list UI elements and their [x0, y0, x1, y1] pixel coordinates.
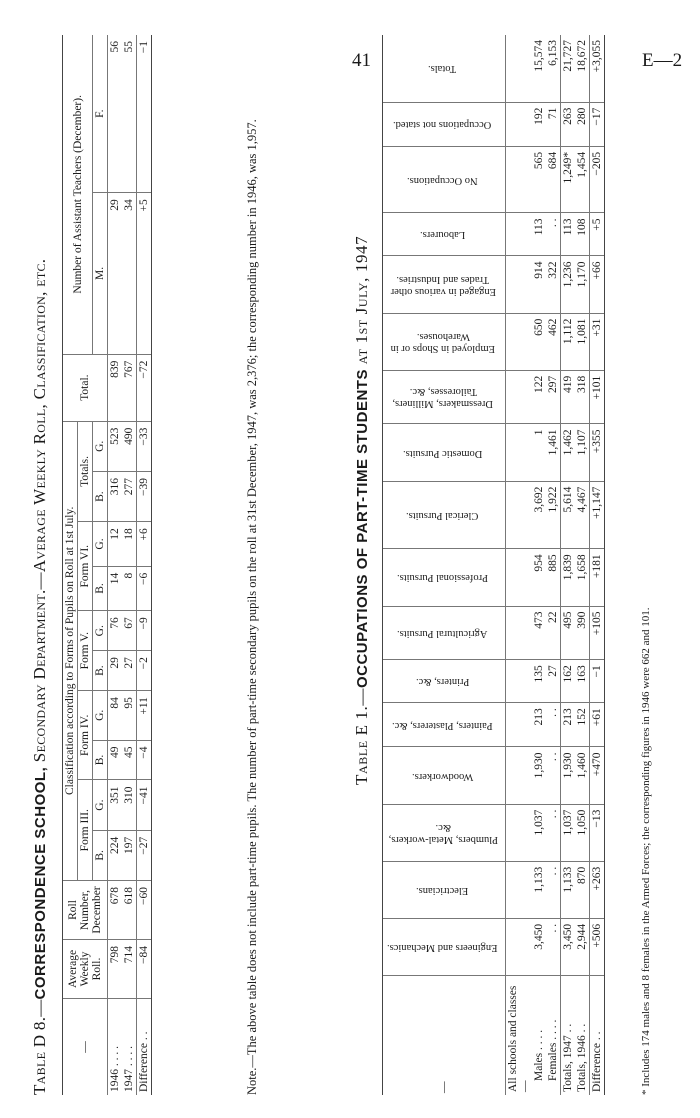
cell: 1,133 — [532, 861, 546, 918]
col-form-v: Form V. — [78, 611, 93, 691]
cell: 113 — [532, 213, 546, 256]
cell — [506, 747, 533, 804]
table-row — [108, 35, 123, 1095]
cell: +31 — [590, 313, 605, 370]
cell: 192 — [532, 102, 546, 146]
col-g: G. — [93, 522, 108, 567]
cell: . . — [546, 703, 561, 747]
cell: 523 — [108, 421, 123, 471]
cell: 3,450 — [561, 918, 576, 975]
cell: 1,930 — [532, 747, 546, 804]
cell: 1,930 — [561, 747, 576, 804]
rotated-landscape-content — [30, 35, 670, 1095]
cell: 322 — [546, 256, 561, 313]
table-e1-subtitle: at 1st July, 1947 — [352, 235, 371, 365]
cell: 1,133 — [561, 861, 576, 918]
row-label: Females . . . . — [547, 1019, 559, 1081]
col-header-text: Agricultural Pursuits. — [397, 627, 488, 639]
cell: 213 — [561, 703, 576, 747]
col-header — [383, 861, 506, 918]
cell: 1,922 — [546, 481, 561, 549]
col-form-iii: Form III. — [78, 780, 93, 881]
cell: 18 — [122, 522, 137, 567]
cell: 870 — [575, 861, 590, 918]
cell: +61 — [590, 703, 605, 747]
cell: +1,147 — [590, 481, 605, 549]
cell: 885 — [546, 549, 561, 606]
col-header — [383, 549, 506, 606]
cell: −13 — [590, 804, 605, 861]
cell — [506, 549, 533, 606]
col-b: B. — [93, 471, 108, 521]
cell: 76 — [108, 611, 123, 651]
cell: 1,839 — [561, 549, 576, 606]
cell — [506, 424, 533, 481]
cell: 714 — [122, 940, 137, 999]
cell: +355 — [590, 424, 605, 481]
col-g: G. — [93, 691, 108, 740]
cell: −84 — [137, 940, 152, 999]
col-header-text: Engaged in various other Trades and Industries. — [389, 273, 496, 297]
cell — [506, 146, 533, 213]
col-header-text: Dressmakers, Milliners, Tailoresses, &c. — [392, 386, 493, 410]
cell: 462 — [546, 313, 561, 370]
cell: 390 — [575, 606, 590, 660]
cell — [506, 256, 533, 313]
cell: +263 — [590, 861, 605, 918]
cell — [506, 606, 533, 660]
col-header-text: Professional Pursuits. — [396, 572, 488, 584]
cell: +470 — [590, 747, 605, 804]
table-d8-note: Note.—The above table does not include part-time pupils. The number of part-time secondary pupils on the roll at 31st December, 1947, was 2,376; the corresponding number in 1946, was 1,957. — [245, 119, 259, 1095]
table-row — [590, 35, 605, 1095]
cell — [506, 313, 533, 370]
cell: 1,236 — [561, 256, 576, 313]
cell: 4,467 — [575, 481, 590, 549]
cell: −9 — [137, 611, 152, 651]
cell: 310 — [122, 780, 137, 830]
cell: . . — [546, 804, 561, 861]
cell: 6,153 — [546, 35, 561, 102]
cell: −41 — [137, 780, 152, 830]
col-header-text: Employed in Shops or in Warehouses. — [390, 330, 495, 354]
cell: 1,462 — [561, 424, 576, 481]
table-e1-prefix: Table E 1.— — [352, 688, 371, 785]
cell: 1,037 — [532, 804, 546, 861]
cell: −72 — [137, 354, 152, 421]
cell: 280 — [575, 102, 590, 146]
col-header-text: Labourers. — [419, 229, 466, 241]
table-e1-bold-title: OCCUPATIONS OF PART-TIME STUDENTS — [354, 369, 371, 689]
cell: 1,170 — [575, 256, 590, 313]
cell: 767 — [122, 354, 137, 421]
cell: 839 — [108, 354, 123, 421]
cell: 71 — [546, 102, 561, 146]
cell — [506, 918, 533, 975]
cell: 162 — [561, 660, 576, 703]
cell: 1,081 — [575, 313, 590, 370]
col-b: B. — [93, 651, 108, 691]
cell: 1 — [532, 424, 546, 481]
cell: 419 — [561, 370, 576, 424]
col-header — [383, 703, 506, 747]
cell: 490 — [122, 421, 137, 471]
cell: 67 — [122, 611, 137, 651]
cell: 152 — [575, 703, 590, 747]
cell: +506 — [590, 918, 605, 975]
cell: 1,460 — [575, 747, 590, 804]
col-header — [383, 370, 506, 424]
cell: 29 — [108, 651, 123, 691]
col-header — [383, 606, 506, 660]
col-form-vi: Form VI. — [78, 522, 93, 611]
cell: −205 — [590, 146, 605, 213]
cell: 318 — [575, 370, 590, 424]
col-g: G. — [93, 780, 108, 830]
col-blank: — — [383, 976, 506, 1096]
cell: 21,727 — [561, 35, 576, 102]
cell: 1,050 — [575, 804, 590, 861]
cell: −6 — [137, 566, 152, 611]
cell: 277 — [122, 471, 137, 521]
cell — [506, 861, 533, 918]
row-label: Males . . . . — [533, 1029, 545, 1081]
table-d8-bold-title: CORRESPONDENCE SCHOOL, — [32, 766, 49, 1000]
row-label: Totals, 1946 . . — [576, 1023, 588, 1092]
cell: 1,461 — [546, 424, 561, 481]
col-header — [383, 146, 506, 213]
table-row — [506, 35, 533, 1095]
cell: 618 — [122, 881, 137, 940]
cell: 197 — [122, 830, 137, 880]
table-e1-footnote: * Includes 174 males and 8 females in the Armed Forces; the corresponding figures in 1946 were 662 and 101. — [640, 607, 652, 1095]
cell: 29 — [108, 193, 123, 354]
col-header — [383, 213, 506, 256]
cell: −39 — [137, 471, 152, 521]
cell: 122 — [532, 370, 546, 424]
cell: 27 — [122, 651, 137, 691]
cell: 351 — [108, 780, 123, 830]
cell — [506, 213, 533, 256]
col-header-text: Engineers and Mechanics. — [387, 941, 498, 953]
cell: 49 — [108, 740, 123, 780]
cell: 1,037 — [561, 804, 576, 861]
cell: 108 — [575, 213, 590, 256]
col-header — [383, 35, 506, 102]
cell — [506, 804, 533, 861]
col-header-text: No Occupations. — [407, 174, 478, 186]
cell: 1,658 — [575, 549, 590, 606]
col-header-text: Printers, &c. — [415, 676, 470, 688]
cell: 15,574 — [532, 35, 546, 102]
cell: 3,692 — [532, 481, 546, 549]
col-assistant-teachers: Number of Assistant Teachers (December). — [63, 35, 93, 354]
cell: 954 — [532, 549, 546, 606]
table-row — [561, 35, 576, 1095]
cell — [506, 102, 533, 146]
cell: 84 — [108, 691, 123, 740]
cell: 297 — [546, 370, 561, 424]
cell: 45 — [122, 740, 137, 780]
cell: 56 — [108, 35, 123, 193]
table-d8-subtitle: Secondary Department.—Average Weekly Roll, Classification, etc. — [30, 258, 49, 763]
cell: +101 — [590, 370, 605, 424]
table-row — [122, 35, 137, 1095]
col-m: M. — [93, 193, 108, 354]
table-d8-title — [30, 259, 50, 1095]
cell: −17 — [590, 102, 605, 146]
col-header-text: Clerical Pursuits. — [406, 509, 479, 521]
cell: 213 — [532, 703, 546, 747]
cell: −27 — [137, 830, 152, 880]
row-label: All schools and classes— — [507, 985, 531, 1092]
cell: −1 — [137, 35, 152, 193]
col-totals: Totals. — [78, 421, 93, 522]
col-header-text: Electricians. — [416, 884, 469, 896]
cell: +181 — [590, 549, 605, 606]
cell: 135 — [532, 660, 546, 703]
cell: 1,112 — [561, 313, 576, 370]
cell: −33 — [137, 421, 152, 471]
cell: 473 — [532, 606, 546, 660]
cell: 495 — [561, 606, 576, 660]
cell: +11 — [137, 691, 152, 740]
col-g: G. — [93, 421, 108, 471]
cell: 55 — [122, 35, 137, 193]
cell: −2 — [137, 651, 152, 691]
col-header — [383, 804, 506, 861]
cell: 263 — [561, 102, 576, 146]
col-header-text: Domestic Pursuits. — [402, 447, 483, 459]
col-header-text: Woodworkers. — [411, 770, 474, 782]
cell: 678 — [108, 881, 123, 940]
cell: . . — [546, 213, 561, 256]
cell: +5 — [137, 193, 152, 354]
col-total: Total. — [63, 354, 108, 421]
cell: 95 — [122, 691, 137, 740]
col-header — [383, 313, 506, 370]
col-b: B. — [93, 830, 108, 880]
col-header-text: Totals. — [428, 63, 457, 75]
col-form-iv: Form IV. — [78, 691, 93, 780]
cell: +105 — [590, 606, 605, 660]
cell: −1 — [590, 660, 605, 703]
cell: 12 — [108, 522, 123, 567]
col-header-text: Plumbers, Metal-workers, &c. — [387, 821, 498, 845]
col-blank: — — [63, 999, 108, 1096]
cell: 34 — [122, 193, 137, 354]
col-header — [383, 424, 506, 481]
cell: 27 — [546, 660, 561, 703]
col-header — [383, 660, 506, 703]
cell — [506, 35, 533, 102]
cell: +66 — [590, 256, 605, 313]
col-header — [383, 918, 506, 975]
cell: 1,107 — [575, 424, 590, 481]
cell: 1,249* — [561, 146, 576, 213]
cell: 5,614 — [561, 481, 576, 549]
cell — [506, 481, 533, 549]
col-g: G. — [93, 611, 108, 651]
col-b: B. — [93, 566, 108, 611]
cell: 113 — [561, 213, 576, 256]
cell: 163 — [575, 660, 590, 703]
cell: 565 — [532, 146, 546, 213]
row-label: Totals, 1947 . . — [561, 976, 576, 1096]
cell: 8 — [122, 566, 137, 611]
table-row-difference — [137, 35, 152, 1095]
cell — [506, 370, 533, 424]
row-label: Difference . . — [590, 976, 605, 1096]
cell — [506, 703, 533, 747]
table-e1-title — [352, 236, 372, 785]
cell: . . — [546, 747, 561, 804]
cell: −4 — [137, 740, 152, 780]
cell: +5 — [590, 213, 605, 256]
col-b: B. — [93, 740, 108, 780]
cell: +3,055 — [590, 35, 605, 102]
table-row — [546, 35, 561, 1095]
col-avg-weekly-roll: Average Weekly Roll. — [63, 940, 108, 999]
cell: 14 — [108, 566, 123, 611]
cell: −60 — [137, 881, 152, 940]
cell: 650 — [532, 313, 546, 370]
cell: 2,944 — [575, 918, 590, 975]
cell: 18,672 — [575, 35, 590, 102]
row-label: 1947 . . . . — [123, 1046, 135, 1092]
cell: 22 — [546, 606, 561, 660]
cell: 1,454 — [575, 146, 590, 213]
cell: 798 — [108, 940, 123, 999]
row-label: Difference . . — [137, 999, 152, 1096]
col-header — [383, 256, 506, 313]
table-row — [575, 35, 590, 1095]
table-d8-prefix: Table D 8.— — [30, 999, 49, 1095]
cell — [506, 660, 533, 703]
cell: +6 — [137, 522, 152, 567]
table-d8 — [62, 35, 152, 1095]
cell: 684 — [546, 146, 561, 213]
table-e1 — [382, 35, 605, 1095]
page-number: 41 — [352, 50, 371, 71]
col-header-text: Painters, Plasterers, &c. — [392, 719, 493, 731]
row-label: 1946 . . . . — [109, 1046, 121, 1092]
table-row — [532, 35, 546, 1095]
cell: . . — [546, 861, 561, 918]
cell: 224 — [108, 830, 123, 880]
cell: . . — [546, 918, 561, 975]
col-header — [383, 481, 506, 549]
col-header-text: Occupations not stated. — [393, 119, 492, 131]
cell: 3,450 — [532, 918, 546, 975]
col-classification: Classification according to Forms of Pupils on Roll at 1st July. — [63, 421, 78, 880]
cell: 316 — [108, 471, 123, 521]
col-f: F. — [93, 35, 108, 193]
cell: 914 — [532, 256, 546, 313]
col-header — [383, 747, 506, 804]
page-reference: E—2 — [642, 50, 683, 71]
col-roll-number: Roll Number, December — [63, 881, 108, 940]
col-header — [383, 102, 506, 146]
